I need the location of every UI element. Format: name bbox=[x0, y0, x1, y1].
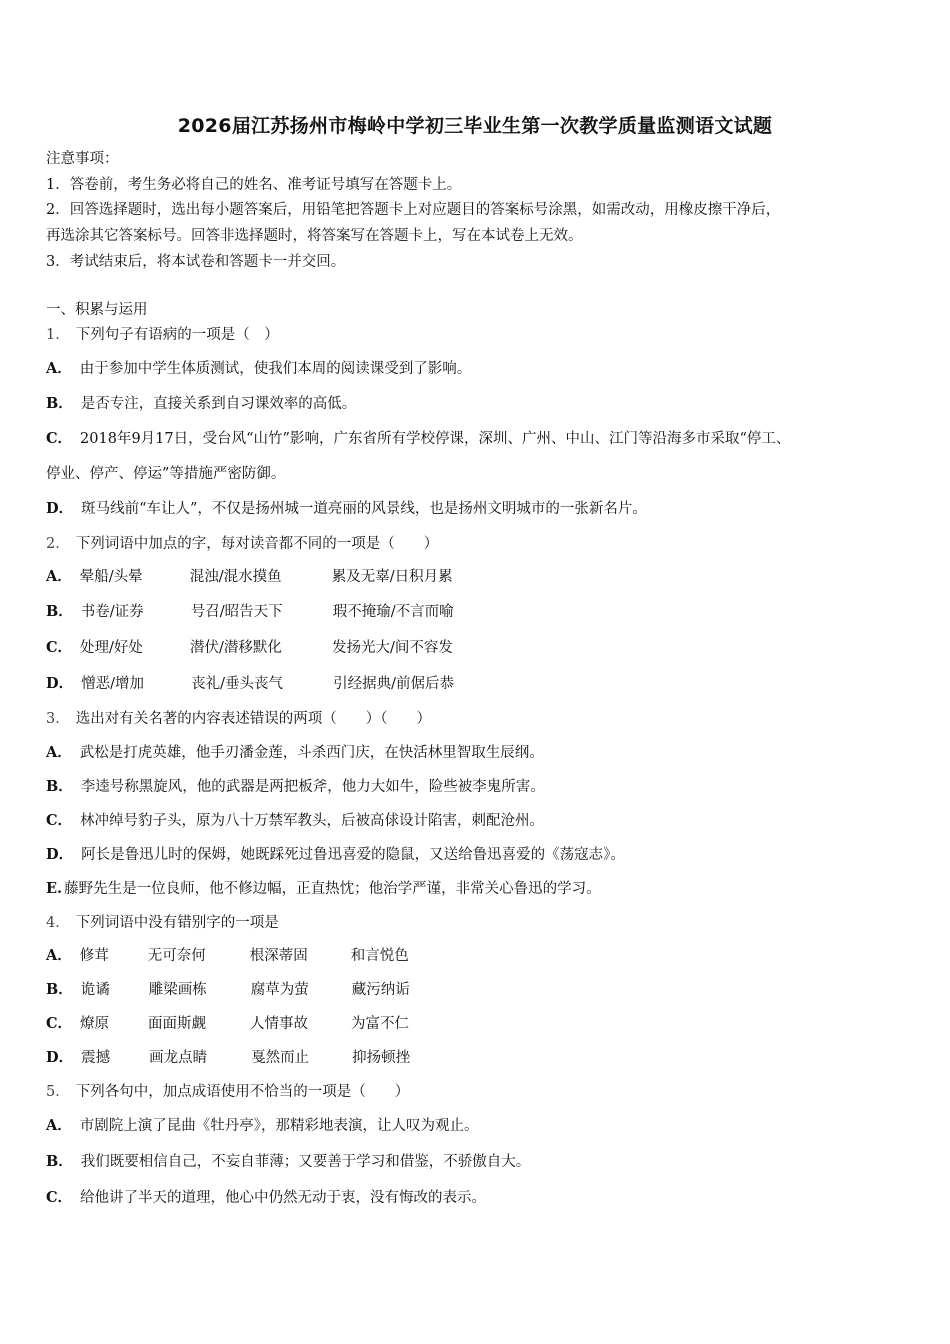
question-number: 5． bbox=[46, 1084, 70, 1100]
word-pair: 憎恶/增加 bbox=[81, 676, 144, 692]
question-stem bbox=[46, 535, 438, 553]
word-pair: 处理/好处 bbox=[80, 640, 143, 656]
option-label: A． bbox=[46, 568, 72, 585]
word: 根深蒂固 bbox=[249, 948, 308, 964]
word: 震撼 bbox=[81, 1050, 111, 1066]
question-stem bbox=[46, 1083, 409, 1101]
word: 雕梁画栋 bbox=[148, 982, 207, 998]
option-text: 李逵号称黑旋风，他的武器是两把板斧，他力大如牛，险些被李鬼所害。 bbox=[80, 779, 545, 795]
option-label: B． bbox=[46, 603, 73, 620]
option-text: 市剧院上演了昆曲《牡丹亭》，那精彩地表演，让人叹为观止。 bbox=[79, 1118, 479, 1134]
option bbox=[46, 568, 453, 586]
option-label: D． bbox=[46, 1049, 74, 1066]
notice-item: 2．回答选择题时，选出每小题答案后，用铅笔把答题卡上对应题目的答案标号涂黑，如需改动，用橡皮擦干净后， bbox=[46, 202, 781, 218]
word: 燎原 bbox=[80, 1016, 110, 1032]
word: 戛然而止 bbox=[251, 1050, 310, 1066]
option-text: 由于参加中学生体质测试，使我们本周的阅读课受到了影响。 bbox=[79, 361, 472, 377]
option-label: E. bbox=[46, 880, 63, 897]
option bbox=[46, 1049, 410, 1067]
word: 人情事故 bbox=[250, 1016, 309, 1032]
option-label: D． bbox=[46, 675, 74, 692]
option-label: C． bbox=[46, 639, 73, 656]
word: 为富不仁 bbox=[351, 1016, 410, 1032]
option-label: D． bbox=[46, 500, 74, 517]
question-stem bbox=[46, 710, 431, 728]
page-title: 2026届江苏扬州市梅岭中学初三毕业生第一次教学质量监测语文试题 bbox=[177, 115, 773, 137]
section-heading: 一、积累与运用 bbox=[46, 302, 148, 318]
word: 面面斯觑 bbox=[148, 1016, 207, 1032]
word: 和言悦色 bbox=[350, 948, 409, 964]
question-text: 下列词语中加点的字，每对读音都不同的一项是（ ） bbox=[75, 536, 439, 552]
word-pair: 晕船/头晕 bbox=[79, 569, 143, 585]
option-label: B． bbox=[46, 1153, 73, 1170]
option bbox=[46, 500, 647, 518]
word: 抑扬顿挫 bbox=[352, 1050, 411, 1066]
option-continuation: 停业、停产、停运”等措施严密防御。 bbox=[46, 466, 286, 482]
option-label: C． bbox=[46, 1015, 73, 1032]
option bbox=[46, 947, 409, 965]
option bbox=[46, 1153, 530, 1171]
question-text: 下列各句中，加点成语使用不恰当的一项是（ ） bbox=[75, 1084, 410, 1100]
option-label: D． bbox=[46, 846, 74, 863]
word: 画龙点睛 bbox=[149, 1050, 208, 1066]
option bbox=[46, 812, 544, 830]
word: 无可奈何 bbox=[147, 948, 206, 964]
option-text: 斑马线前“车让人”，不仅是扬州城一道亮丽的风景线，也是扬州文明城市的一张新名片。 bbox=[81, 501, 647, 517]
option bbox=[46, 675, 454, 693]
question-number: 3． bbox=[46, 711, 70, 727]
option bbox=[46, 1015, 409, 1033]
word-pair: 发扬光大/间不容发 bbox=[332, 640, 453, 656]
word-pair: 瑕不掩瑜/不言而喻 bbox=[332, 604, 454, 620]
option bbox=[46, 778, 545, 796]
word-pair: 号召/昭告天下 bbox=[190, 604, 283, 620]
option-label: C． bbox=[46, 1189, 73, 1206]
option bbox=[46, 1117, 479, 1135]
option-label: C． bbox=[46, 812, 73, 829]
option bbox=[46, 981, 410, 999]
option bbox=[46, 639, 453, 657]
option bbox=[46, 603, 454, 621]
option-label: A． bbox=[46, 360, 72, 377]
option bbox=[46, 1189, 486, 1207]
word: 腐草为萤 bbox=[250, 982, 309, 998]
question-number: 2． bbox=[46, 536, 70, 552]
question-text: 下列句子有语病的一项是（ ） bbox=[75, 327, 279, 343]
question-stem bbox=[46, 326, 279, 344]
word: 修茸 bbox=[79, 948, 109, 964]
question-number: 1． bbox=[46, 327, 70, 343]
notice-item: 3．考试结束后，将本试卷和答题卡一并交回。 bbox=[46, 254, 346, 270]
question-stem bbox=[46, 914, 279, 932]
question-text: 下列词语中没有错别字的一项是 bbox=[75, 915, 279, 931]
option-label: B． bbox=[46, 395, 73, 412]
word: 藏污纳诟 bbox=[351, 982, 410, 998]
word-pair: 书卷/证券 bbox=[80, 604, 144, 620]
option-text: 阿长是鲁迅儿时的保姆，她既踩死过鲁迅喜爱的隐鼠，又送给鲁迅喜爱的《荡寇志》。 bbox=[81, 847, 625, 863]
notice-item: 1．答卷前，考生务必将自己的姓名、准考证号填写在答题卡上。 bbox=[46, 177, 462, 193]
option-label: A． bbox=[46, 744, 72, 761]
word-pair: 混浊/混水摸鱼 bbox=[189, 569, 282, 585]
notice-item: 再选涂其它答案标号。回答非选择题时，将答案写在答题卡上，写在本试卷上无效。 bbox=[46, 228, 583, 244]
option bbox=[46, 395, 356, 413]
question-number: 4． bbox=[46, 915, 70, 931]
option-text: 我们既要相信自己，不妄自菲薄；又要善于学习和借鉴，不骄傲自大。 bbox=[80, 1154, 531, 1170]
word-pair: 丧礼/垂头丧气 bbox=[191, 676, 283, 692]
option bbox=[46, 360, 471, 378]
option bbox=[46, 744, 544, 762]
option bbox=[46, 430, 790, 448]
option-label: A． bbox=[46, 947, 72, 964]
option bbox=[46, 880, 601, 898]
option-text: 林冲绰号豹子头，原为八十万禁军教头，后被高俅设计陷害，刺配沧州。 bbox=[80, 813, 545, 829]
word: 诡谲 bbox=[80, 982, 110, 998]
option-text: 藤野先生是一位良师，他不修边幅，正直热忱；他治学严谨，非常关心鲁迅的学习。 bbox=[64, 881, 601, 897]
option-label: B． bbox=[46, 981, 73, 998]
notice-heading: 注意事项： bbox=[46, 151, 119, 167]
option-text: 是否专注，直接关系到自习课效率的高低。 bbox=[80, 396, 357, 412]
word-pair: 累及无辜/日积月累 bbox=[331, 569, 453, 585]
question-text: 选出对有关名著的内容表述错误的两项（ ）（ ） bbox=[75, 711, 431, 727]
option-label: B． bbox=[46, 778, 73, 795]
option-text: 武松是打虎英雄，他手刃潘金莲，斗杀西门庆，在快活林里智取生辰纲。 bbox=[79, 745, 544, 761]
option-label: C． bbox=[46, 430, 73, 447]
option bbox=[46, 846, 625, 864]
word-pair: 潜伏/潜移默化 bbox=[190, 640, 282, 656]
option-text: 给他讲了半天的道理，他心中仍然无动于衷，没有悔改的表示。 bbox=[80, 1190, 487, 1206]
word-pair: 引经据典/前倨后恭 bbox=[333, 676, 454, 692]
option-label: A． bbox=[46, 1117, 72, 1134]
option-text: 2018年9月17日，受台风“山竹”影响，广东省所有学校停课，深圳、广州、中山、江门等沿海多市采取“停工、 bbox=[80, 431, 791, 447]
